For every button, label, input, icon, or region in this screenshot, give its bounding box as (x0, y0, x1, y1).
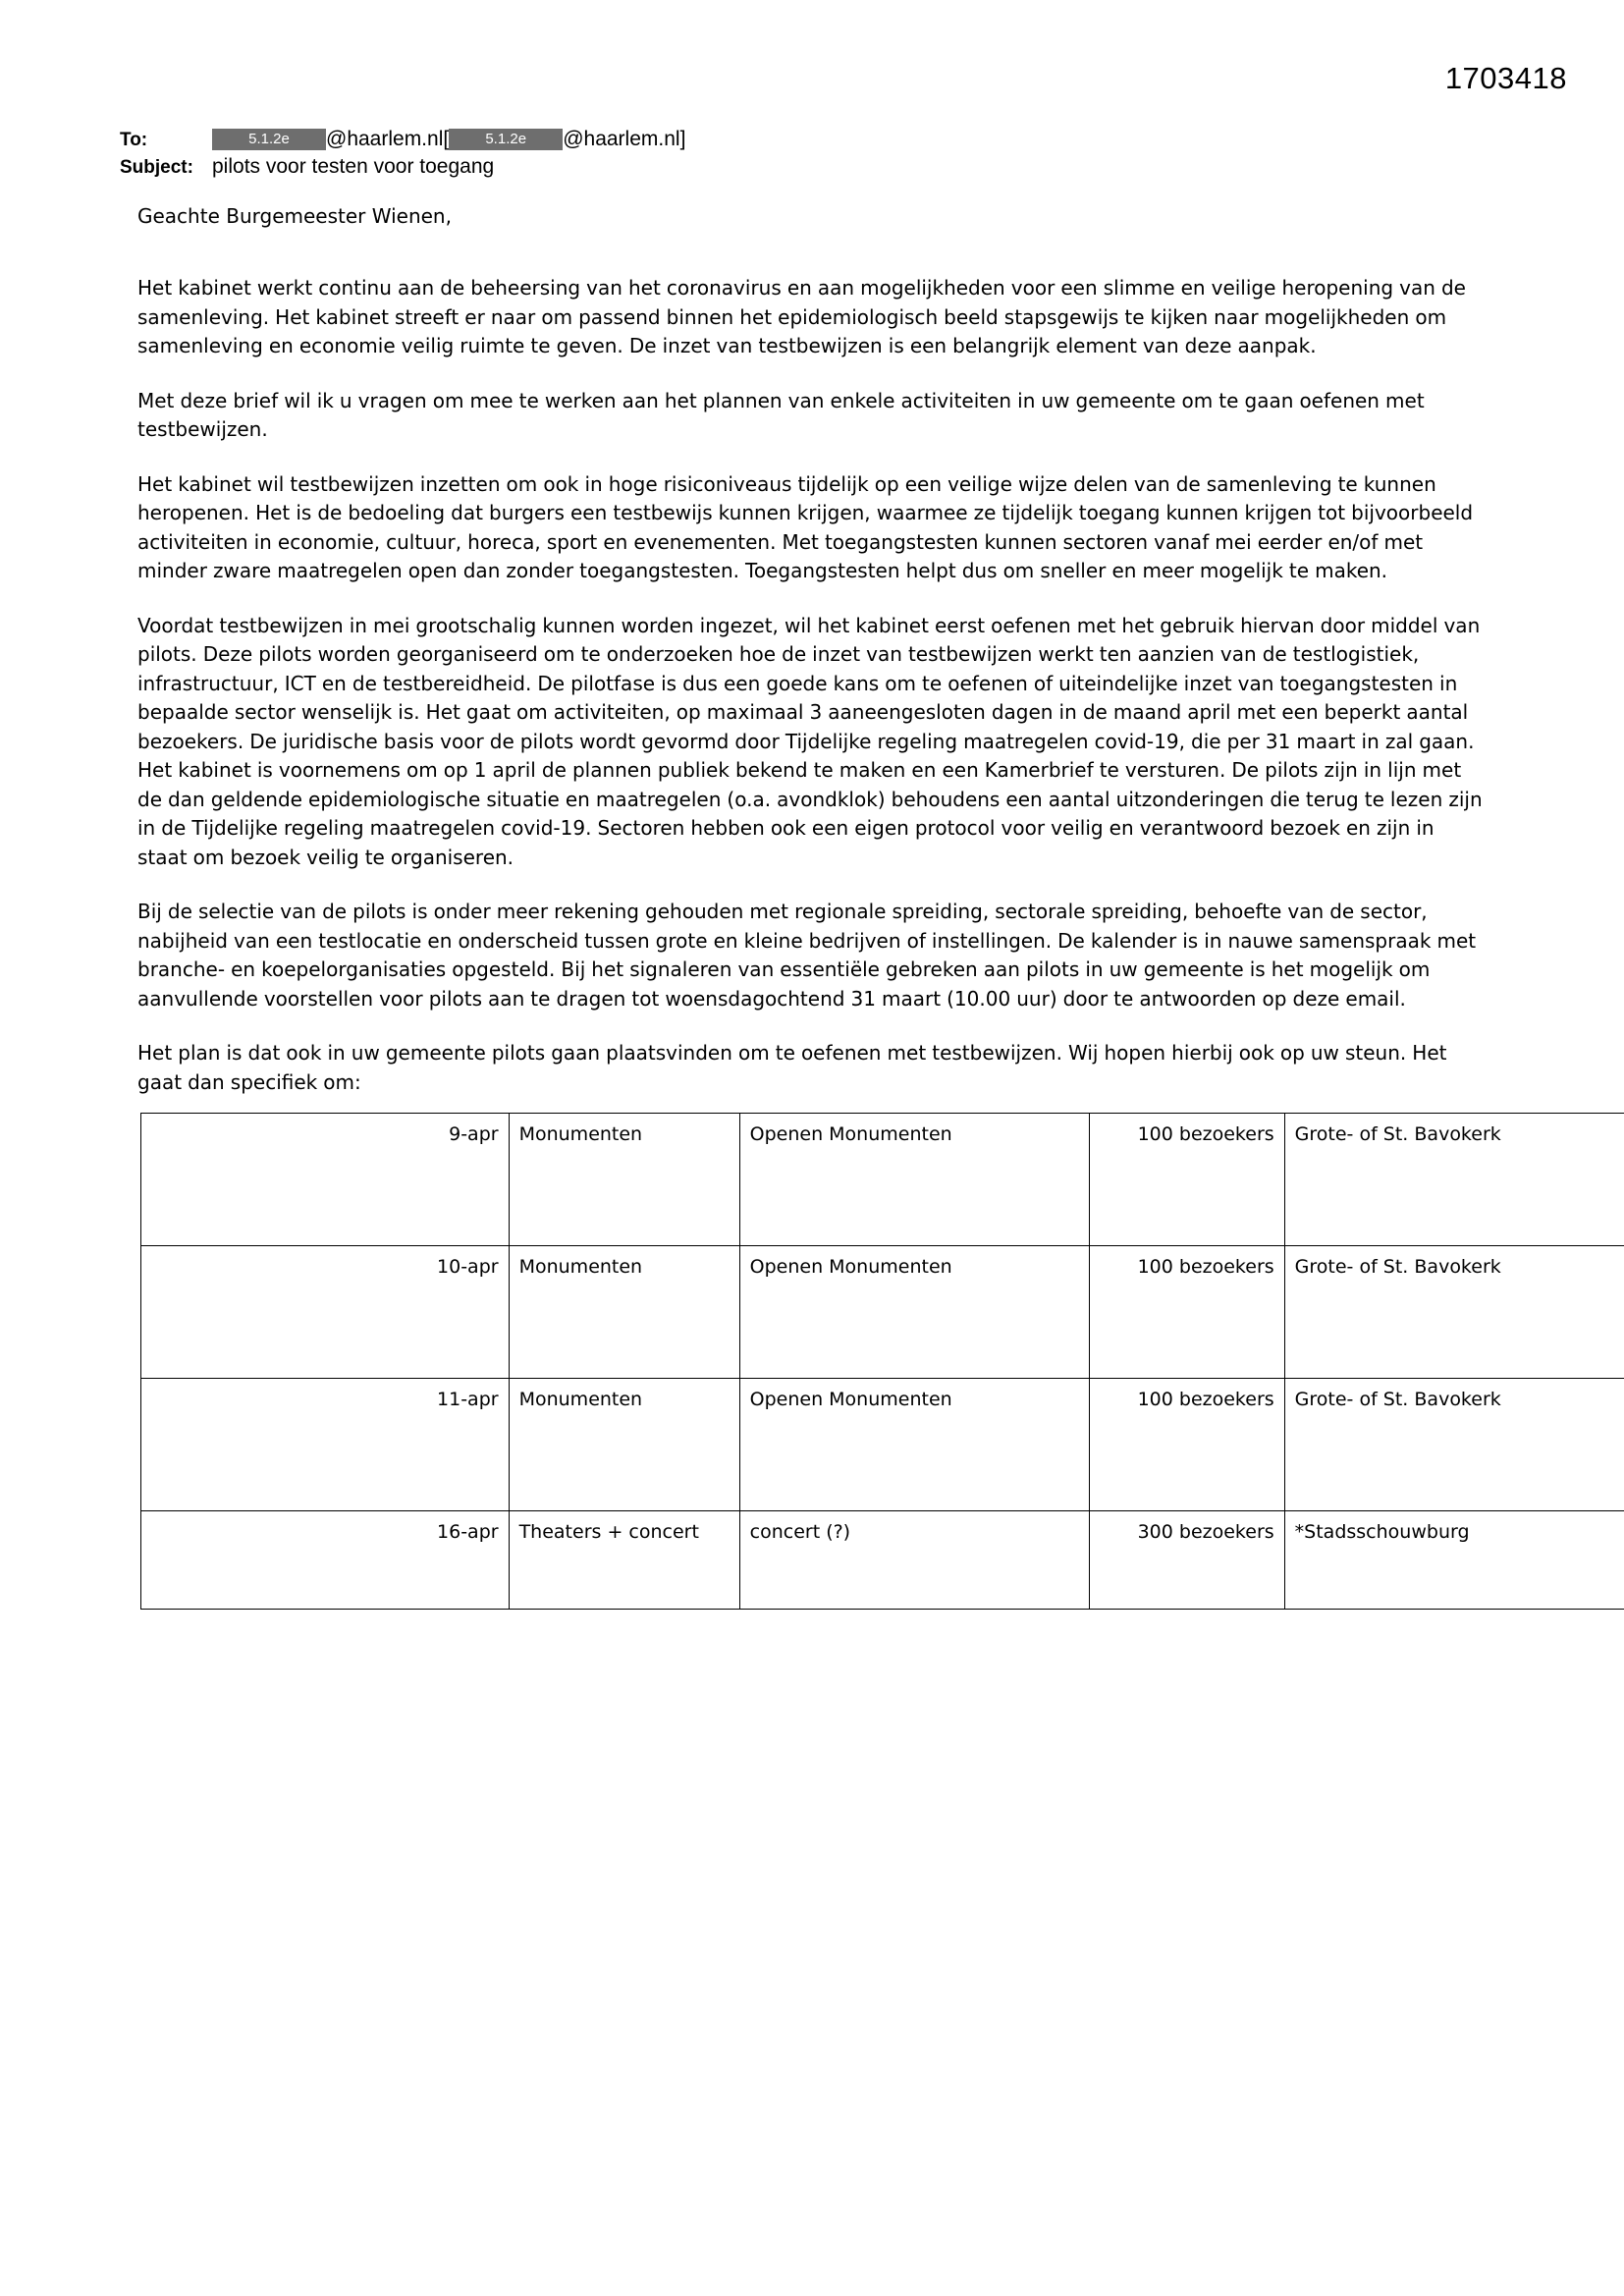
cell-location: *Stadsschouwburg (1284, 1511, 1624, 1610)
to-label: To: (120, 130, 148, 150)
table-row (141, 1246, 1624, 1379)
cell-activity: Openen Monumenten (739, 1114, 1089, 1246)
pilot-schedule-table (140, 1113, 1624, 1610)
cell-date: 16-apr (141, 1511, 510, 1610)
paragraph: Voordat testbewijzen in mei grootschalig kunnen worden ingezet, wil het kabinet eerst oefenen met het gebruik hiervan door middel van pilots. Deze pilots worden georganiseerd om te onderzoeken hoe de inzet van testbewijzen werkt ten aanzien van de testlogistiek, infrastructuur, ICT en de testbereidheid. De pilotfase is dus een goede kans om te oefenen of uiteindelijke inzet van toegangstesten in bepaalde sector wenselijk is. Het gaat om activiteiten, op maximaal 3 aaneengesloten dagen in de maand april met een beperkt aantal bezoekers. De juridische basis voor de pilots wordt gevormd door Tijdelijke regeling maatregelen covid-19, die per 31 maart in zal gaan. Het kabinet is voornemens om op 1 april de plannen publiek bekend te maken en een Kamerbrief te versturen. De pilots zijn in lijn met de dan geldende epidemiologische situatie en maatregelen (o.a. avondklok) behoudens een aantal uitzonderingen die terug te lezen zijn in de Tijdelijke regeling maatregelen covid-19. Sectoren hebben ook een eigen protocol voor veilig en verantwoord bezoek en zijn in staat om bezoek veilig te organiseren. (137, 613, 1483, 869)
redaction-badge-2: 5.1.2e (449, 129, 563, 150)
subject-value: pilots voor testen voor toegang (212, 155, 495, 178)
paragraph: Bij de selectie van de pilots is onder meer rekening gehouden met regionale spreiding, sectorale spreiding, behoefte van de sector, nabijheid van een testlocatie en onderscheid tussen grote en kleine bedrijven of instellingen. De kalender is in nauwe samenspraak met branche- en koepelorganisaties opgesteld. Bij het signaleren van essentiële gebreken aan pilots in uw gemeente is het mogelijk om aanvullende voorstellen voor pilots aan te dragen tot woensdagochtend 31 maart (10.00 uur) door te antwoorden op deze email. (137, 900, 1477, 1011)
paragraph: Met deze brief wil ik u vragen om mee te werken aan het plannen van enkele activiteiten in uw gemeente om te gaan oefenen met testbewijzen. (137, 388, 1425, 441)
redaction-badge-1: 5.1.2e (212, 129, 326, 150)
letter-body (137, 201, 1483, 1121)
cell-visitors: 300 bezoekers (1090, 1511, 1285, 1610)
paragraph: Het kabinet werkt continu aan de beheersing van het coronavirus en aan mogelijkheden voor een slimme en veilige heropening van de samenleving. Het kabinet streeft er naar om passend binnen het epidemiologisch beeld stapsgewijs te kijken naar mogelijkheden om samenleving en economie veilig ruimte te geven. De inzet van testbewijzen is een belangrijk element van deze aanpak. (137, 276, 1466, 357)
cell-activity: concert (?) (739, 1511, 1089, 1610)
table-row (141, 1511, 1624, 1610)
cell-date: 10-apr (141, 1246, 510, 1379)
cell-date: 9-apr (141, 1114, 510, 1246)
cell-visitors: 100 bezoekers (1090, 1114, 1285, 1246)
salutation: Geachte Burgemeester Wienen, (137, 204, 452, 228)
cell-date: 11-apr (141, 1379, 510, 1511)
subject-label: Subject: (120, 157, 193, 178)
to-domain-1: @haarlem.nl[ (326, 128, 450, 150)
cell-activity: Openen Monumenten (739, 1379, 1089, 1511)
cell-sector: Monumenten (509, 1379, 739, 1511)
email-header (120, 126, 1396, 181)
to-domain-2: @haarlem.nl] (563, 128, 686, 150)
cell-visitors: 100 bezoekers (1090, 1379, 1285, 1511)
paragraph: Het plan is dat ook in uw gemeente pilots gaan plaatsvinden om te oefenen met testbewijzen. Wij hopen hierbij ook op uw steun. Het gaat dan specifiek om: (137, 1041, 1447, 1094)
cell-location: Grote- of St. Bavokerk (1284, 1379, 1624, 1511)
subject-row (120, 153, 1396, 181)
cell-location: Grote- of St. Bavokerk (1284, 1114, 1624, 1246)
paragraph: Het kabinet wil testbewijzen inzetten om ook in hoge risiconiveaus tijdelijk op een veilige wijze delen van de samenleving te kunnen heropenen. Het is de bedoeling dat burgers een testbewijs kunnen krijgen, waarmee ze tijdelijk toegang kunnen krijgen tot bijvoorbeeld activiteiten in economie, cultuur, horeca, sport en evenementen. Met toegangstesten kunnen sectoren vanaf mei eerder en/of met minder zware maatregelen open dan zonder toegangstesten. Toegangstesten helpt dus om sneller en meer mogelijk te maken. (137, 471, 1474, 582)
document-id: 1703418 (1444, 61, 1567, 95)
cell-sector: Monumenten (509, 1114, 739, 1246)
cell-activity: Openen Monumenten (739, 1246, 1089, 1379)
to-value (212, 126, 685, 152)
table-row (141, 1114, 1624, 1246)
cell-location: Grote- of St. Bavokerk (1284, 1246, 1624, 1379)
cell-visitors: 100 bezoekers (1090, 1246, 1285, 1379)
cell-sector: Monumenten (509, 1246, 739, 1379)
cell-sector: Theaters + concert (509, 1511, 739, 1610)
table-row (141, 1379, 1624, 1511)
to-row (120, 126, 1396, 153)
